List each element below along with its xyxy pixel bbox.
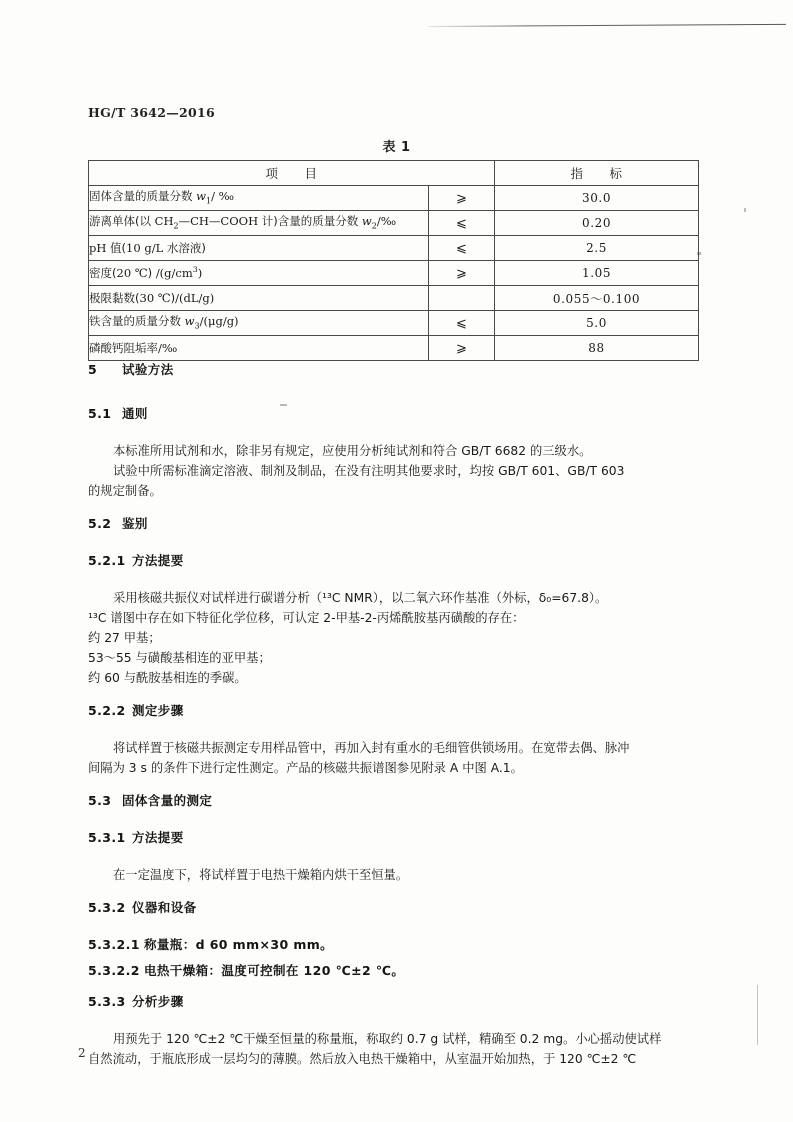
table-cell-sign: ⩽ xyxy=(429,236,495,261)
heading-5-3 xyxy=(88,791,702,809)
specification-table xyxy=(88,160,699,361)
table-cell-item: 铁含量的质量分数 $w_3/(\mu g/g)$ xyxy=(89,311,429,336)
table-cell-sign: ⩾ xyxy=(429,261,495,286)
heading-5-2-2-number: 5.2.2 xyxy=(88,703,126,718)
table-cell-value: 88 xyxy=(495,336,699,361)
table-body xyxy=(89,186,699,361)
heading-5-2-1-title: 方法提要 xyxy=(132,553,184,568)
paragraph-5-1-2: 试验中所需标准滴定溶液、制剂及制品，在没有注明其他要求时，均按 GB/T 601、GB/T 603 xyxy=(113,464,625,478)
table-cell-value: 30.0 xyxy=(495,186,699,211)
table-cell-sign: ⩽ xyxy=(429,211,495,236)
heading-5-3-title: 固体含量的测定 xyxy=(122,793,213,808)
heading-5-1-title: 通则 xyxy=(122,406,148,421)
table-cell-sign: ⩾ xyxy=(429,186,495,211)
table-caption: 表 1 xyxy=(382,140,411,155)
heading-5-2-1 xyxy=(88,551,702,569)
heading-5-3-3-number: 5.3.3 xyxy=(88,994,126,1009)
table-row xyxy=(89,336,699,361)
heading-5-1-number: 5.1 xyxy=(88,406,112,421)
table-cell-sign: ⩾ xyxy=(429,336,495,361)
heading-5-3-number: 5.3 xyxy=(88,793,112,808)
paragraph-5-1-2-cont: 的规定制备。 xyxy=(88,484,162,498)
heading-5-3-2-1 xyxy=(88,935,702,953)
heading-5-3-2-2 xyxy=(88,961,702,979)
paragraph-5-3-3-1-cont: 自然流动，于瓶底形成一层均匀的薄膜。然后放入电热干燥箱中，从室温开始加热，于 120 ℃±2 ℃ xyxy=(88,1052,637,1066)
table-row xyxy=(89,286,699,311)
heading-5-2-number: 5.2 xyxy=(88,516,112,531)
paragraph-5-2-1-3: 约 27 甲基； xyxy=(88,631,161,645)
heading-5-2-1-number: 5.2.1 xyxy=(88,553,126,568)
heading-5-3-3-title: 分析步骤 xyxy=(132,994,184,1009)
table-cell-item: 游离单体(以 $CH_2—CH—COOH$ 计)含量的质量分数 $w_2/‰$ xyxy=(89,211,429,236)
paragraph-5-2-1-4: 53～55 与磺酸基相连的亚甲基； xyxy=(88,651,271,665)
paragraph-5-2-2-1-cont: 间隔为 3 s 的条件下进行定性测定。产品的核磁共振谱图参见附录 A 中图 A.1。 xyxy=(88,761,523,775)
heading-5-3-1-title: 方法提要 xyxy=(132,830,184,845)
scan-artifact-line-top xyxy=(428,24,786,27)
table-cell-value: 2.5 xyxy=(495,236,699,261)
scan-artifact-dot xyxy=(744,208,746,212)
heading-5-3-2-1-text: 称量瓶：d 60 mm×30 mm。 xyxy=(144,937,334,952)
heading-5-3-2 xyxy=(88,898,702,916)
heading-5-2-2 xyxy=(88,701,702,719)
table-header-item: 项 目 xyxy=(89,161,495,186)
table-header-row xyxy=(89,161,699,186)
table-cell-value: 1.05 xyxy=(495,261,699,286)
paragraph-5-2-1-1: 采用核磁共振仪对试样进行碳谱分析（¹³C NMR），以二氧六环作基准（外标，δ₀=67.8）。 xyxy=(113,591,608,605)
table-cell-sign xyxy=(429,286,495,311)
heading-5-3-3 xyxy=(88,992,702,1010)
heading-5-3-1 xyxy=(88,828,702,846)
table-cell-value: 0.20 xyxy=(495,211,699,236)
heading-5-3-2-1-number: 5.3.2.1 xyxy=(88,937,140,952)
table-row xyxy=(89,261,699,286)
heading-5-3-2-title: 仪器和设备 xyxy=(132,900,197,915)
table-cell-value: 0.055～0.100 xyxy=(495,286,699,311)
table-header-index: 指 标 xyxy=(495,161,699,186)
document-body xyxy=(88,360,702,1069)
heading-5-2 xyxy=(88,514,702,532)
table-row xyxy=(89,211,699,236)
standard-code-header: HG/T 3642—2016 xyxy=(88,105,215,120)
paragraph-5-2-1-5: 约 60 与酰胺基相连的季碳。 xyxy=(88,671,247,685)
scan-artifact-line-right xyxy=(757,985,758,1045)
table-cell-sign: ⩽ xyxy=(429,311,495,336)
paragraph-5-2-2-1: 将试样置于核磁共振测定专用样品管中，再加入封有重水的毛细管供锁场用。在宽带去偶、脉冲 xyxy=(113,741,630,755)
paragraph-5-3-1-1: 在一定温度下，将试样置于电热干燥箱内烘干至恒量。 xyxy=(113,868,409,882)
table-cell-item: pH 值(10 g/L 水溶液) xyxy=(89,236,429,261)
paragraph-5-2-1-2: ¹³C 谱图中存在如下特征化学位移，可认定 2-甲基-2-丙烯酰胺基丙磺酸的存在： xyxy=(88,611,525,625)
table-cell-item: 极限黏数(30 ℃)/(dL/g) xyxy=(89,286,429,311)
table-row xyxy=(89,236,699,261)
paragraph-5-3-3-1: 用预先于 120 ℃±2 ℃干燥至恒量的称量瓶，称取约 0.7 g 试样，精确至 0.2 mg。小心摇动使试样 xyxy=(113,1032,662,1046)
table-cell-item: 固体含量的质量分数 $w_1/$ ‰ xyxy=(89,186,429,211)
heading-5-3-2-number: 5.3.2 xyxy=(88,900,126,915)
heading-5-3-1-number: 5.3.1 xyxy=(88,830,126,845)
table-cell-value: 5.0 xyxy=(495,311,699,336)
heading-5-3-2-2-number: 5.3.2.2 xyxy=(88,963,140,978)
page-number: 2 xyxy=(78,1046,86,1060)
table-cell-item: 磷酸钙阻垢率/‰ xyxy=(89,336,429,361)
paragraph-5-1-1: 本标准所用试剂和水，除非另有规定，应使用分析纯试剂和符合 GB/T 6682 的三级水。 xyxy=(113,444,592,458)
heading-5-number: 5 xyxy=(88,362,98,377)
heading-5-2-2-title: 测定步骤 xyxy=(132,703,184,718)
heading-5-1 xyxy=(88,404,702,422)
heading-5-title: 试验方法 xyxy=(122,362,174,377)
table-cell-item: 密度(20 ℃) $/(g/cm^3)$ xyxy=(89,261,429,286)
table-row xyxy=(89,311,699,336)
heading-5 xyxy=(88,360,702,378)
heading-5-3-2-2-text: 电热干燥箱：温度可控制在 120 ℃±2 ℃。 xyxy=(144,963,405,978)
table-row xyxy=(89,186,699,211)
heading-5-2-title: 鉴别 xyxy=(122,516,148,531)
